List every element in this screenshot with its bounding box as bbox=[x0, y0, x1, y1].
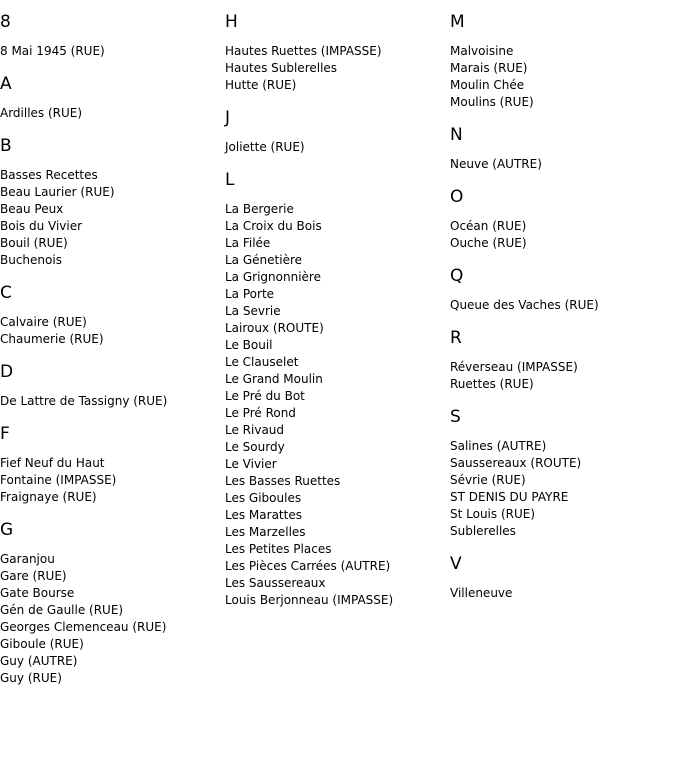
street-list bbox=[450, 43, 675, 111]
street-name: Joliette (RUE) bbox=[225, 140, 305, 154]
street-name: La Porte bbox=[225, 287, 275, 301]
letter-heading: J bbox=[225, 108, 231, 128]
street-name: Saussereaux (ROUTE) bbox=[450, 456, 582, 470]
street-name: Villeneuve bbox=[450, 586, 513, 600]
letter-heading: R bbox=[450, 328, 462, 348]
street-name: Beau Laurier (RUE) bbox=[0, 185, 115, 199]
street-name: Le Vivier bbox=[225, 457, 277, 471]
letter-group bbox=[0, 362, 225, 410]
street-name: Louis Berjonneau (IMPASSE) bbox=[225, 593, 394, 607]
street-name: Moulins (RUE) bbox=[450, 95, 534, 109]
street-list bbox=[225, 139, 450, 156]
street-name: Les Petites Places bbox=[225, 542, 332, 556]
letter-group bbox=[0, 520, 225, 687]
street-name: Océan (RUE) bbox=[450, 219, 527, 233]
street-name: La Croix du Bois bbox=[225, 219, 322, 233]
street-name: Moulin Chée bbox=[450, 78, 525, 92]
street-name: Neuve (AUTRE) bbox=[450, 157, 542, 171]
letter-heading: B bbox=[0, 136, 12, 156]
street-name: Marais (RUE) bbox=[450, 61, 528, 75]
street-name: Queue des Vaches (RUE) bbox=[450, 298, 599, 312]
street-name: Les Pièces Carrées (AUTRE) bbox=[225, 559, 391, 573]
letter-heading: A bbox=[0, 74, 12, 94]
street-list bbox=[450, 359, 675, 393]
street-name: Ruettes (RUE) bbox=[450, 377, 534, 391]
street-name: Guy (RUE) bbox=[0, 671, 62, 685]
letter-group bbox=[450, 554, 675, 602]
letter-heading: H bbox=[225, 12, 238, 32]
street-index-column-1 bbox=[0, 12, 225, 701]
street-list bbox=[0, 167, 225, 269]
letter-heading: C bbox=[0, 283, 12, 303]
letter-group bbox=[450, 125, 675, 173]
street-list bbox=[450, 156, 675, 173]
street-name: Le Bouil bbox=[225, 338, 273, 352]
letter-group bbox=[225, 108, 450, 156]
street-name: Hautes Ruettes (IMPASSE) bbox=[225, 44, 382, 58]
street-name: La Sevrie bbox=[225, 304, 281, 318]
street-name: Basses Recettes bbox=[0, 168, 98, 182]
letter-heading: V bbox=[450, 554, 462, 574]
street-name: Garanjou bbox=[0, 552, 55, 566]
street-list bbox=[0, 551, 225, 687]
letter-group bbox=[0, 424, 225, 506]
street-name: Les Basses Ruettes bbox=[225, 474, 341, 488]
street-name: Salines (AUTRE) bbox=[450, 439, 547, 453]
street-name: Hutte (RUE) bbox=[225, 78, 297, 92]
street-name: 8 Mai 1945 (RUE) bbox=[0, 44, 105, 58]
letter-heading: S bbox=[450, 407, 461, 427]
street-name: Chaumerie (RUE) bbox=[0, 332, 104, 346]
street-list bbox=[450, 438, 675, 540]
street-name: Lairoux (ROUTE) bbox=[225, 321, 324, 335]
street-list bbox=[0, 455, 225, 506]
street-list bbox=[0, 43, 225, 60]
street-name: Buchenois bbox=[0, 253, 62, 267]
street-name: Ouche (RUE) bbox=[450, 236, 527, 250]
letter-heading: O bbox=[450, 187, 464, 207]
street-name: Sublerelles bbox=[450, 524, 516, 538]
letter-heading: 8 bbox=[0, 12, 11, 32]
letter-heading: F bbox=[0, 424, 10, 444]
street-list bbox=[0, 314, 225, 348]
letter-group bbox=[225, 12, 450, 94]
street-name: Les Marzelles bbox=[225, 525, 306, 539]
letter-group bbox=[225, 170, 450, 609]
street-name: Gén de Gaulle (RUE) bbox=[0, 603, 124, 617]
letter-group bbox=[450, 266, 675, 314]
street-name: Réverseau (IMPASSE) bbox=[450, 360, 578, 374]
letter-group bbox=[0, 283, 225, 348]
street-name: Hautes Sublerelles bbox=[225, 61, 338, 75]
street-name: Bois du Vivier bbox=[0, 219, 83, 233]
street-name: Beau Peux bbox=[0, 202, 64, 216]
letter-heading: L bbox=[225, 170, 235, 190]
letter-group bbox=[450, 328, 675, 393]
street-index-column-2 bbox=[225, 12, 450, 623]
street-name: Gare (RUE) bbox=[0, 569, 67, 583]
street-name: Fraignaye (RUE) bbox=[0, 490, 97, 504]
street-list bbox=[450, 297, 675, 314]
street-name: Le Clauselet bbox=[225, 355, 299, 369]
street-list bbox=[450, 585, 675, 602]
street-name: Les Saussereaux bbox=[225, 576, 326, 590]
street-name: Calvaire (RUE) bbox=[0, 315, 87, 329]
street-name: Sévrie (RUE) bbox=[450, 473, 526, 487]
street-list bbox=[225, 201, 450, 609]
street-name: Le Rivaud bbox=[225, 423, 285, 437]
letter-heading: M bbox=[450, 12, 465, 32]
street-name: Giboule (RUE) bbox=[0, 637, 84, 651]
letter-group bbox=[0, 12, 225, 60]
street-name: La Bergerie bbox=[225, 202, 294, 216]
street-name: La Génetière bbox=[225, 253, 302, 267]
street-list bbox=[0, 393, 225, 410]
street-name: Fief Neuf du Haut bbox=[0, 456, 105, 470]
letter-heading: G bbox=[0, 520, 14, 540]
street-name: Georges Clemenceau (RUE) bbox=[0, 620, 167, 634]
street-index-column-3 bbox=[450, 12, 675, 616]
street-name: Le Pré Rond bbox=[225, 406, 296, 420]
street-list bbox=[225, 43, 450, 94]
street-name: Fontaine (IMPASSE) bbox=[0, 473, 117, 487]
street-list bbox=[450, 218, 675, 252]
street-name: Bouil (RUE) bbox=[0, 236, 68, 250]
letter-heading: N bbox=[450, 125, 463, 145]
street-name: Ardilles (RUE) bbox=[0, 106, 83, 120]
street-name: La Filée bbox=[225, 236, 271, 250]
letter-group bbox=[450, 12, 675, 111]
street-name: Le Grand Moulin bbox=[225, 372, 323, 386]
letter-heading: D bbox=[0, 362, 14, 382]
street-name: La Grignonnière bbox=[225, 270, 321, 284]
letter-group bbox=[450, 187, 675, 252]
street-name: Gate Bourse bbox=[0, 586, 75, 600]
street-name: Malvoisine bbox=[450, 44, 514, 58]
letter-group bbox=[450, 407, 675, 540]
street-name: Le Sourdy bbox=[225, 440, 285, 454]
letter-heading: Q bbox=[450, 266, 464, 286]
street-name: De Lattre de Tassigny (RUE) bbox=[0, 394, 168, 408]
street-list bbox=[0, 105, 225, 122]
street-name: Les Marattes bbox=[225, 508, 302, 522]
street-name: Guy (AUTRE) bbox=[0, 654, 78, 668]
letter-group bbox=[0, 136, 225, 269]
street-name: St Louis (RUE) bbox=[450, 507, 536, 521]
street-name: Les Giboules bbox=[225, 491, 302, 505]
street-name: Le Pré du Bot bbox=[225, 389, 305, 403]
street-name: ST DENIS DU PAYRE bbox=[450, 490, 569, 504]
letter-group bbox=[0, 74, 225, 122]
